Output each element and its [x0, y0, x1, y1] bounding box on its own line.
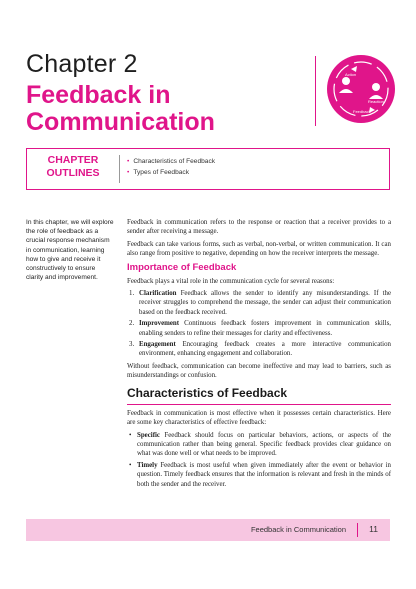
- importance-lead: Feedback plays a vital role in the communication cycle for several reasons:: [127, 277, 335, 285]
- list-term: Engagement: [139, 341, 176, 349]
- list-number: 1.: [129, 290, 135, 298]
- chapter-outlines-box: [26, 148, 390, 190]
- list-item: [127, 289, 391, 317]
- intro-paragraph: Feedback in communication refers to the response or reaction that a receiver provides to a sender after receiving a message.: [127, 219, 391, 236]
- characteristics-list: [127, 431, 391, 489]
- chapter-summary-note: In this chapter, we will explore the role of feedback as a crucial response mechanism in communication, learning how to give and receive it constructively to ensure clarity and improvement.: [26, 219, 114, 282]
- importance-list: [127, 289, 391, 359]
- footer-title: Feedback in Communication: [250, 525, 346, 534]
- list-item: [127, 340, 391, 359]
- page-number: 11: [369, 524, 378, 534]
- outline-item: • Characteristics of Feedback: [127, 156, 215, 167]
- list-number: 3.: [129, 341, 135, 349]
- list-text: Feedback is most useful when given immediately after the event or behavior in question. Timely feedback ensures that the information is relevant and fresh in the minds of both the sender and the receiver.: [137, 461, 391, 488]
- list-text: Encouraging feedback creates a more interactive communication environment, enhancing engagement and collaboration.: [139, 341, 391, 358]
- list-item: [127, 431, 391, 459]
- list-term: Timely: [137, 461, 158, 469]
- header-divider: [315, 56, 316, 126]
- list-term: Specific: [137, 431, 160, 439]
- emblem-label-feedback: Feedback: [353, 109, 371, 114]
- list-item: [127, 461, 391, 489]
- intro-paragraph: Feedback can take various forms, such as verbal, non-verbal, or written communication. It can also range from positive to negative, depending on how the receiver interprets the message.: [127, 240, 391, 258]
- chapter-outlines-heading: CHAPTER OUTLINES: [46, 154, 100, 179]
- list-term: Improvement: [139, 320, 180, 328]
- importance-closing: Without feedback, communication can become ineffective and may lead to barriers, such as misunderstandings or confusion.: [127, 362, 391, 380]
- list-text: Continuous feedback fosters improvement in communication skills, enabling senders to refine their messages for clarity and effectiveness.: [139, 320, 391, 337]
- list-text: Feedback allows the sender to identify any misunderstandings. If the receiver struggles to comprehend the message, the sender can adjust their communication based on the feedback received.: [139, 290, 391, 316]
- chapter-title: Feedback in Communication: [26, 81, 215, 136]
- footer-separator: [357, 523, 358, 537]
- outline-list: [127, 156, 215, 178]
- importance-heading: Importance of Feedback: [127, 261, 237, 273]
- list-item: [127, 319, 391, 338]
- list-term: Clarification: [139, 290, 177, 298]
- outline-separator: [119, 155, 120, 183]
- list-text: Feedback should focus on particular behaviors, actions, or aspects of the communication rather than being general. Specific feedback provides clear guidance on what was done well or what needs to be improved.: [137, 431, 391, 458]
- chapter-number: Chapter 2: [26, 50, 138, 78]
- emblem-label-reaction: Reaction: [368, 99, 384, 104]
- page-footer: [26, 519, 390, 541]
- outline-item: • Types of Feedback: [127, 167, 215, 178]
- characteristics-heading: Characteristics of Feedback: [127, 386, 391, 405]
- list-number: 2.: [129, 320, 135, 328]
- main-content: [127, 218, 391, 491]
- characteristics-lead: Feedback in communication is most effective when it possesses certain characteristics. Here are some key characteristics of effective feedback:: [127, 409, 391, 427]
- emblem-label-action: Action: [345, 72, 357, 77]
- feedback-cycle-icon: [327, 55, 395, 123]
